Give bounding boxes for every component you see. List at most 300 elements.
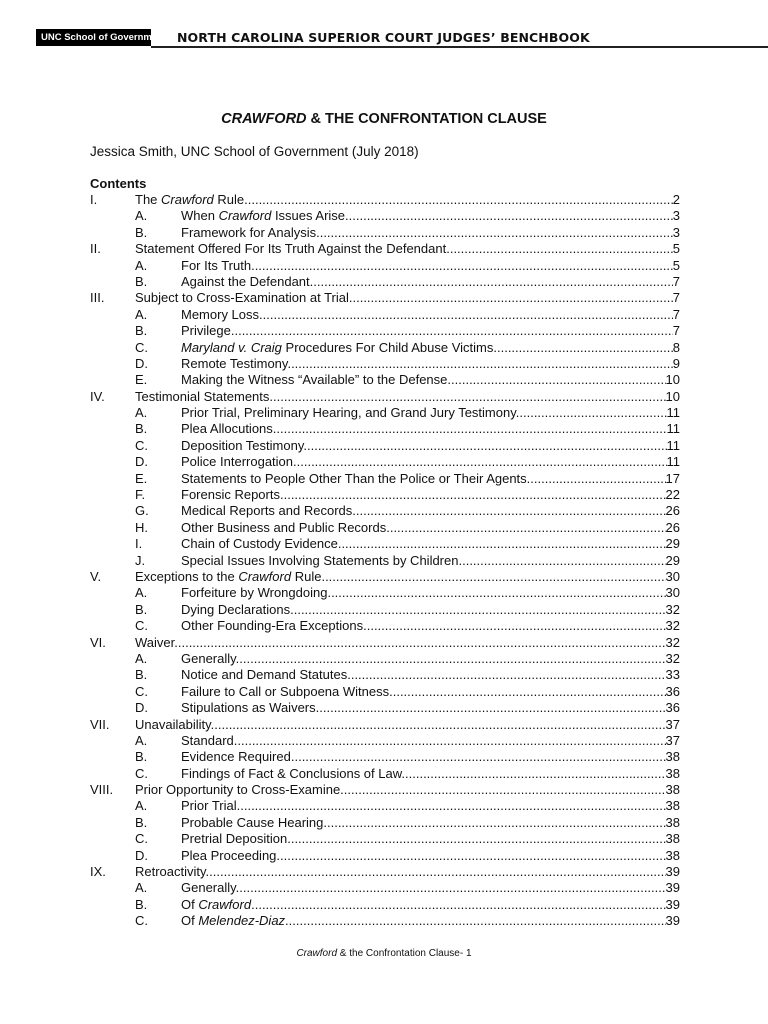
toc-entry[interactable] — [90, 897, 680, 913]
toc-entry-line — [181, 340, 680, 356]
toc-dot-leader — [519, 405, 666, 421]
toc-entry-line — [135, 290, 680, 306]
toc-page-number: 38 — [665, 798, 680, 814]
toc-dot-leader — [321, 569, 665, 585]
toc-page-number: 37 — [665, 732, 680, 748]
toc-entry[interactable] — [90, 651, 680, 667]
toc-entry-number: IX. — [90, 864, 106, 880]
toc-page-number: 30 — [665, 568, 680, 584]
toc-entry-title — [181, 880, 239, 896]
toc-entry[interactable] — [90, 766, 680, 782]
toc-entry-title-part: Findings of Fact & Conclusions of Law. — [181, 765, 406, 781]
toc-page-number: 32 — [665, 618, 680, 634]
toc-entry-title — [181, 258, 255, 274]
toc-entry-title-part: Police Interrogation. — [181, 454, 297, 470]
toc-entry-line — [181, 258, 680, 274]
toc-entry-title-part: Other Founding-Era Exceptions. — [181, 618, 367, 634]
toc-entry-title-part: Generally. — [181, 650, 240, 666]
toc-entry-title-italic: Crawford — [238, 568, 292, 584]
toc-entry[interactable] — [90, 274, 680, 290]
toc-entry-number: C. — [135, 831, 148, 847]
benchbook-title: NORTH CAROLINA SUPERIOR COURT JUDGES’ BENCHBOOK — [177, 30, 590, 45]
toc-entry-number: D. — [135, 355, 148, 371]
page-footer — [0, 947, 768, 961]
toc-page-number: 38 — [665, 765, 680, 781]
toc-entry-title — [181, 897, 255, 913]
toc-dot-leader — [289, 913, 666, 929]
toc-dot-leader — [291, 356, 673, 372]
toc-entry-number: VIII. — [90, 782, 114, 798]
toc-entry-title-italic: Crawford — [218, 208, 272, 224]
toc-entry-title — [181, 798, 240, 814]
toc-page-number: 17 — [665, 470, 680, 486]
toc-dot-leader — [530, 471, 665, 487]
toc-entry-number: B. — [135, 749, 148, 765]
toc-page-number: 32 — [665, 601, 680, 617]
toc-entry[interactable] — [90, 372, 680, 388]
toc-entry[interactable] — [90, 421, 680, 437]
toc-dot-leader — [276, 421, 666, 437]
toc-entry-title-part: Issues Arise. — [271, 208, 349, 224]
toc-entry-title — [135, 864, 209, 880]
toc-page-number: 39 — [665, 864, 680, 880]
toc-entry-number: VI. — [90, 634, 106, 650]
toc-page-number: 39 — [665, 896, 680, 912]
toc-entry-line — [135, 717, 680, 733]
toc-entry-title-part: Memory Loss. — [181, 306, 263, 322]
toc-entry-title — [181, 553, 458, 569]
toc-entry[interactable] — [90, 913, 680, 929]
toc-dot-leader — [356, 503, 666, 519]
toc-dot-leader — [450, 241, 673, 257]
toc-entry-number: A. — [135, 306, 148, 322]
toc-entry-title — [181, 208, 349, 224]
toc-entry-title-part: Prior Trial. — [181, 798, 241, 814]
toc-dot-leader — [239, 651, 665, 667]
toc-entry-title — [181, 487, 284, 503]
footer-italic: Crawford — [296, 948, 338, 959]
toc-entry-title-part: Pretrial Deposition. — [181, 831, 291, 847]
toc-dot-leader — [291, 831, 666, 847]
toc-entry-line — [181, 684, 680, 700]
toc-dot-leader — [248, 192, 673, 208]
document-title-italic: CRAWFORD — [221, 111, 307, 127]
toc-dot-leader — [313, 274, 673, 290]
toc-entry-line — [181, 520, 680, 536]
toc-entry-title-part: Unavailability. — [135, 716, 215, 732]
toc-entry-number: C. — [135, 339, 148, 355]
toc-entry-line — [135, 241, 680, 257]
toc-entry[interactable] — [90, 503, 680, 519]
toc-entry-line — [135, 864, 680, 880]
toc-entry-line — [181, 503, 680, 519]
toc-entry[interactable] — [90, 356, 680, 372]
toc-dot-leader — [327, 815, 666, 831]
toc-entry-number: A. — [135, 798, 148, 814]
toc-dot-leader — [294, 749, 665, 765]
toc-entry-title-part: Statements to People Other Than the Police or Their Agents. — [181, 470, 531, 486]
toc-entry[interactable] — [90, 307, 680, 323]
toc-entry-number: J. — [135, 552, 146, 568]
document-title — [0, 110, 768, 128]
toc-entry[interactable] — [90, 454, 680, 470]
toc-entry-title — [135, 782, 344, 798]
toc-entry-title-part: Chain of Custody Evidence. — [181, 536, 342, 552]
toc-entry-line — [181, 307, 680, 323]
toc-dot-leader — [307, 438, 667, 454]
toc-entry-number: B. — [135, 896, 148, 912]
toc-dot-leader — [237, 733, 665, 749]
toc-entry-line — [181, 454, 680, 470]
toc-entry-title — [181, 766, 405, 782]
toc-entry-title — [135, 290, 352, 306]
toc-page-number: 3 — [672, 224, 680, 240]
toc-entry-line — [135, 569, 680, 585]
toc-page-number: 7 — [672, 290, 680, 306]
toc-entry-number: I. — [90, 192, 98, 207]
toc-entry-line — [181, 225, 680, 241]
toc-entry-title-part: Subject to Cross-Examination at Trial. — [135, 290, 353, 306]
toc-entry[interactable] — [90, 618, 680, 634]
toc-entry[interactable] — [90, 487, 680, 503]
toc-page-number: 11 — [666, 405, 680, 421]
author-line: Jessica Smith, UNC School of Government (July 2018) — [90, 144, 419, 159]
unc-sog-logo: UNC School of Government — [36, 29, 151, 46]
toc-entry[interactable] — [90, 815, 680, 831]
toc-entry-line — [181, 667, 680, 683]
toc-entry-line — [181, 700, 680, 716]
toc-entry-title — [181, 815, 327, 831]
toc-entry-line — [135, 192, 680, 208]
toc-dot-leader — [393, 684, 666, 700]
toc-entry-title-part: Privilege. — [181, 323, 235, 339]
toc-entry[interactable] — [90, 438, 680, 454]
toc-entry[interactable] — [90, 798, 680, 814]
toc-entry-number: A. — [135, 208, 148, 224]
toc-entry-line — [181, 798, 680, 814]
toc-entry-title-part: Rule. — [213, 192, 248, 207]
toc-dot-leader — [347, 667, 665, 683]
toc-page-number: 3 — [672, 208, 680, 224]
toc-dot-leader — [280, 848, 666, 864]
toc-entry-line — [181, 766, 680, 782]
toc-page-number: 22 — [665, 487, 680, 503]
toc-entry-number: A. — [135, 732, 148, 748]
toc-entry-line — [181, 372, 680, 388]
toc-entry[interactable] — [90, 241, 680, 257]
toc-entry-title — [181, 323, 234, 339]
toc-entry-title — [135, 635, 178, 651]
toc-entry-line — [181, 471, 680, 487]
toc-entry-title-part: Prior Opportunity to Cross-Examine. — [135, 782, 344, 798]
toc-entry-title — [181, 438, 307, 454]
toc-entry-number: D. — [135, 700, 148, 716]
toc-dot-leader — [341, 536, 665, 552]
toc-entry-title-italic: Maryland v. Craig — [181, 339, 282, 355]
toc-entry[interactable] — [90, 389, 680, 405]
toc-entry-line — [181, 651, 680, 667]
toc-page-number: 26 — [665, 503, 680, 519]
toc-entry[interactable] — [90, 208, 680, 224]
toc-dot-leader — [273, 389, 666, 405]
toc-page-number: 36 — [665, 700, 680, 716]
toc-entry-title-part: Stipulations as Waivers. — [181, 700, 320, 716]
toc-page-number: 7 — [672, 306, 680, 322]
toc-entry-title-part: Other Business and Public Records. — [181, 519, 390, 535]
toc-entry-title — [181, 340, 497, 356]
toc-entry-title-part: Against the Defendant. — [181, 273, 314, 289]
toc-entry-number: F. — [135, 487, 146, 503]
toc-entry-title — [181, 848, 280, 864]
toc-page-number: 38 — [665, 814, 680, 830]
toc-entry-title — [181, 421, 276, 437]
toc-entry-title — [181, 749, 294, 765]
toc-entry[interactable] — [90, 635, 680, 651]
toc-page-number: 29 — [665, 536, 680, 552]
toc-entry-line — [181, 749, 680, 765]
toc-entry-number: IV. — [90, 388, 105, 404]
contents-heading: Contents — [90, 176, 147, 191]
toc-page-number: 5 — [672, 257, 680, 273]
toc-entry[interactable] — [90, 880, 680, 896]
toc-entry-title — [181, 667, 347, 683]
toc-entry-line — [181, 356, 680, 372]
toc-entry-line — [181, 487, 680, 503]
toc-entry-number: VII. — [90, 716, 110, 732]
toc-entry-number: A. — [135, 257, 148, 273]
toc-page-number: 37 — [665, 716, 680, 732]
toc-entry-line — [181, 831, 680, 847]
toc-page-number: 39 — [665, 913, 680, 929]
toc-entry-number: C. — [135, 765, 148, 781]
toc-dot-leader — [214, 717, 665, 733]
toc-page-number: 38 — [665, 749, 680, 765]
toc-entry[interactable] — [90, 700, 680, 716]
toc-entry[interactable] — [90, 684, 680, 700]
toc-entry-title-part: Remote Testimony. — [181, 355, 292, 371]
toc-entry-title-italic: Crawford — [161, 192, 214, 207]
toc-entry-title — [181, 471, 530, 487]
toc-entry-title-part: Generally. — [181, 880, 240, 896]
toc-dot-leader — [331, 585, 665, 601]
toc-dot-leader — [344, 782, 666, 798]
toc-page-number: 32 — [665, 634, 680, 650]
toc-page-number: 10 — [665, 388, 680, 404]
toc-dot-leader — [458, 553, 665, 569]
toc-entry-line — [181, 897, 680, 913]
toc-entry-title — [181, 274, 313, 290]
toc-entry-line — [181, 848, 680, 864]
toc-entry[interactable] — [90, 782, 680, 798]
toc-entry-title — [181, 520, 390, 536]
toc-dot-leader — [319, 700, 665, 716]
toc-dot-leader — [255, 897, 666, 913]
toc-entry-title — [181, 831, 291, 847]
toc-entry-line — [181, 323, 680, 339]
toc-entry[interactable] — [90, 569, 680, 585]
toc-entry[interactable] — [90, 405, 680, 421]
toc-entry-number: A. — [135, 880, 148, 896]
toc-entry-title-part: Forensic Reports. — [181, 487, 284, 503]
toc-entry-title — [135, 192, 248, 208]
toc-entry[interactable] — [90, 717, 680, 733]
toc-page-number: 33 — [665, 667, 680, 683]
toc-entry-number: H. — [135, 519, 148, 535]
toc-entry-title — [181, 684, 393, 700]
toc-entry-title — [181, 503, 356, 519]
toc-entry-title-part: Dying Declarations. — [181, 601, 294, 617]
toc-entry-title-part: Retroactivity. — [135, 864, 210, 880]
page-header — [36, 29, 768, 49]
toc-entry[interactable] — [90, 831, 680, 847]
toc-dot-leader — [284, 487, 666, 503]
toc-entry-title — [181, 733, 237, 749]
toc-entry-number: B. — [135, 273, 148, 289]
toc-page-number: 32 — [665, 650, 680, 666]
toc-entry[interactable] — [90, 225, 680, 241]
toc-entry-title — [135, 569, 321, 585]
toc-entry[interactable] — [90, 536, 680, 552]
toc-entry[interactable] — [90, 733, 680, 749]
toc-entry-title-part: Notice and Demand Statutes — [181, 667, 348, 683]
toc-dot-leader — [209, 864, 665, 880]
toc-entry-title-part: The — [135, 192, 162, 207]
toc-entry[interactable] — [90, 520, 680, 536]
toc-page-number: 39 — [665, 880, 680, 896]
toc-page-number: 38 — [665, 847, 680, 863]
toc-entry-title-part: When — [181, 208, 219, 224]
toc-entry-number: B. — [135, 814, 148, 830]
toc-entry-title — [135, 241, 450, 257]
toc-entry-title — [181, 356, 291, 372]
toc-entry-title-part: Failure to Call or Subpoena Witness. — [181, 683, 393, 699]
toc-entry-title-part: Framework for Analysis. — [181, 224, 320, 240]
toc-entry-title-italic: Melendez-Diaz — [198, 913, 286, 929]
toc-page-number: 30 — [665, 585, 680, 601]
toc-page-number: 2 — [672, 192, 680, 207]
toc-dot-leader — [234, 323, 672, 339]
toc-entry-title-part: Statement Offered For Its Truth Against the Defendant. — [135, 241, 450, 257]
toc-entry-line — [181, 602, 680, 618]
toc-entry-title — [181, 651, 239, 667]
toc-entry-title-part: Rule — [291, 568, 322, 584]
toc-entry[interactable] — [90, 864, 680, 880]
toc-entry-line — [181, 880, 680, 896]
toc-entry[interactable] — [90, 192, 680, 208]
toc-page-number: 8 — [672, 339, 680, 355]
toc-entry-title — [181, 372, 451, 388]
toc-entry-line — [181, 733, 680, 749]
toc-entry-title — [181, 618, 367, 634]
toc-entry-number: C. — [135, 683, 148, 699]
toc-entry-title-part: Of — [181, 896, 199, 912]
toc-dot-leader — [390, 520, 666, 536]
toc-entry-line — [135, 389, 680, 405]
toc-dot-leader — [451, 372, 666, 388]
toc-entry[interactable] — [90, 340, 680, 356]
toc-dot-leader — [349, 208, 673, 224]
toc-entry-number: A. — [135, 650, 148, 666]
toc-entry-number: E. — [135, 372, 148, 388]
toc-entry-line — [181, 553, 680, 569]
toc-dot-leader — [405, 766, 666, 782]
toc-dot-leader — [178, 635, 666, 651]
toc-entry[interactable] — [90, 848, 680, 864]
toc-entry[interactable] — [90, 602, 680, 618]
toc-entry-number: III. — [90, 290, 105, 306]
toc-entry-title-part: Probable Cause Hearing. — [181, 814, 327, 830]
toc-entry[interactable] — [90, 258, 680, 274]
toc-entry-number: E. — [135, 470, 148, 486]
toc-entry[interactable] — [90, 471, 680, 487]
toc-entry-number: D. — [135, 454, 148, 470]
toc-entry-number: G. — [135, 503, 149, 519]
toc-dot-leader — [320, 225, 673, 241]
toc-entry-number: II. — [90, 241, 101, 257]
toc-page-number: 5 — [672, 241, 680, 257]
toc-entry[interactable] — [90, 553, 680, 569]
toc-entry-number: B. — [135, 667, 148, 683]
toc-entry-title — [181, 405, 519, 421]
toc-entry-line — [181, 438, 680, 454]
toc-entry-title-part: For Its Truth. — [181, 257, 255, 273]
toc-entry[interactable] — [90, 667, 680, 683]
toc-entry-title-part: Procedures For Child Abuse Victims. — [281, 339, 497, 355]
toc-entry-number: I. — [135, 536, 143, 552]
toc-page-number: 26 — [665, 519, 680, 535]
toc-entry-title-part: Testimonial Statements. — [135, 388, 274, 404]
toc-entry-title — [135, 389, 273, 405]
toc-entry-number: B. — [135, 224, 148, 240]
document-title-rest: & THE CONFRONTATION CLAUSE — [306, 111, 547, 127]
toc-page-number: 36 — [665, 683, 680, 699]
toc-entry-title-part: Plea Proceeding. — [181, 847, 281, 863]
toc-entry-line — [181, 274, 680, 290]
toc-page-number: 29 — [665, 552, 680, 568]
toc-entry[interactable] — [90, 323, 680, 339]
toc-entry-title — [181, 700, 319, 716]
toc-entry[interactable] — [90, 749, 680, 765]
toc-entry-line — [181, 208, 680, 224]
toc-entry-title-part: Standard. — [181, 732, 238, 748]
toc-entry-number: A. — [135, 405, 148, 421]
toc-dot-leader — [240, 798, 665, 814]
toc-entry-number: V. — [90, 568, 102, 584]
toc-entry-line — [181, 536, 680, 552]
toc-dot-leader — [367, 618, 666, 634]
toc-dot-leader — [352, 290, 672, 306]
toc-entry-line — [181, 405, 680, 421]
toc-entry-title-part: . — [251, 896, 255, 912]
toc-dot-leader — [294, 602, 666, 618]
header-rule — [151, 46, 768, 48]
toc-page-number: 11 — [666, 437, 680, 453]
toc-dot-leader — [263, 307, 673, 323]
toc-entry-number: A. — [135, 585, 148, 601]
toc-entry[interactable] — [90, 290, 680, 306]
toc-dot-leader — [297, 454, 667, 470]
toc-entry[interactable] — [90, 585, 680, 601]
toc-entry-number: C. — [135, 618, 148, 634]
toc-page-number: 38 — [665, 831, 680, 847]
toc-entry-title-part: Prior Trial, Preliminary Hearing, and Grand Jury Testimony. — [181, 405, 520, 421]
toc-page-number: 7 — [672, 323, 680, 339]
toc-entry-number: B. — [135, 323, 148, 339]
toc-entry-title-part: Forfeiture by Wrongdoing. — [181, 585, 332, 601]
toc-entry-line — [181, 913, 680, 929]
toc-entry-title-part: Plea Allocutions. — [181, 421, 277, 437]
toc-entry-line — [181, 815, 680, 831]
